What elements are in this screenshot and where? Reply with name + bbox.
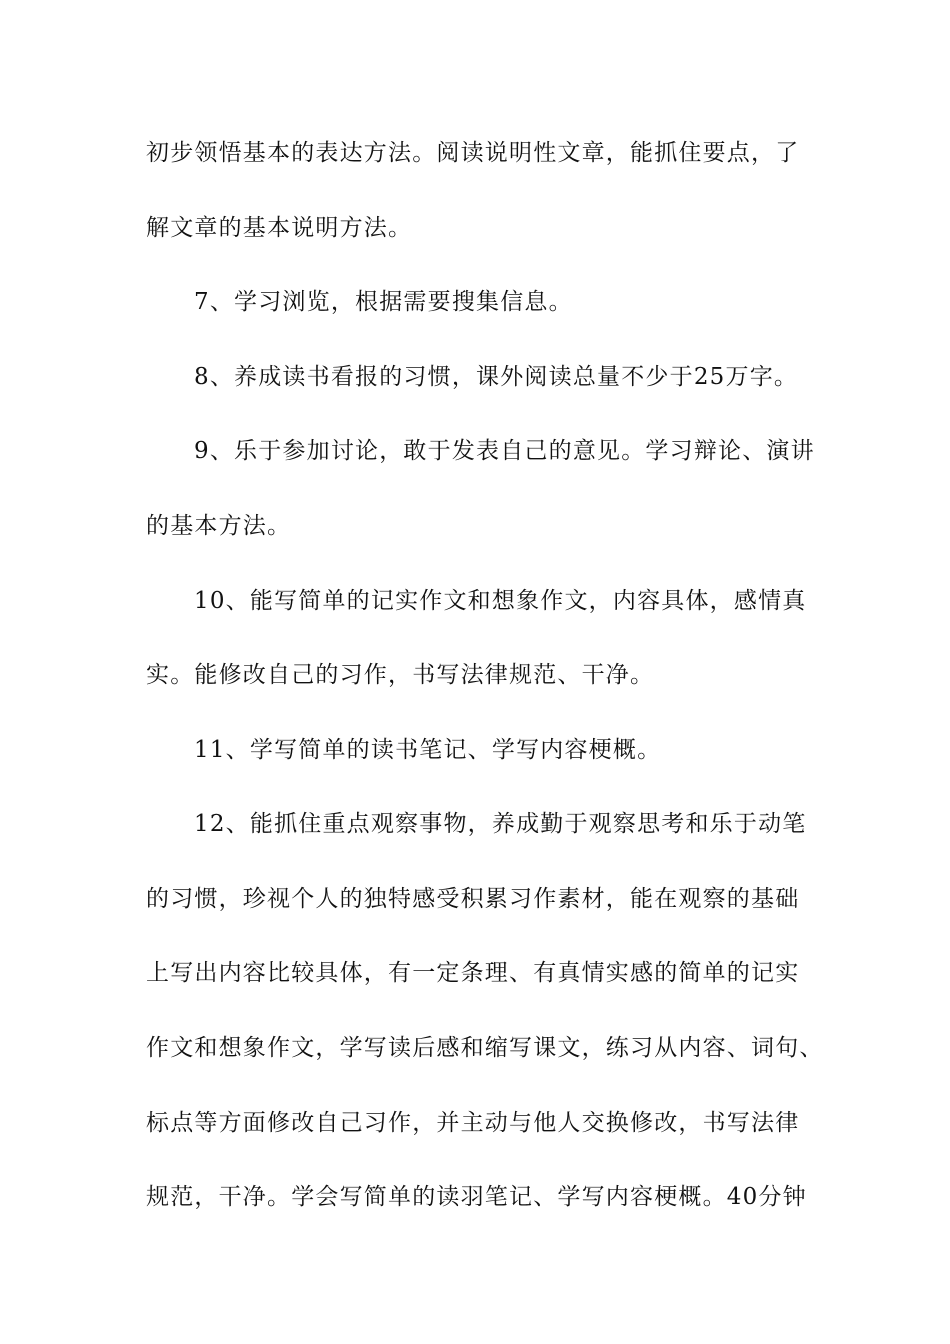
list-item-11: 11、学写简单的读书笔记、学写内容梗概。 — [194, 737, 662, 763]
text-line: 上写出内容比较具体，有一定条理、有真情实感的简单的记实 — [146, 960, 800, 986]
list-item-8: 8、养成读书看报的习惯，课外阅读总量不少于25万字。 — [194, 364, 799, 390]
text-line: 的基本方法。 — [146, 513, 292, 539]
list-item-12: 12、能抓住重点观察事物，养成勤于观察思考和乐于动笔 — [194, 811, 807, 837]
text-line: 解文章的基本说明方法。 — [146, 215, 413, 241]
list-item-9: 9、乐于参加讨论，敢于发表自己的意见。学习辩论、演讲 — [194, 438, 815, 464]
text-line: 的习惯，珍视个人的独特感受积累习作素材，能在观察的基础 — [146, 886, 800, 912]
text-line: 规范，干净。学会写简单的读羽笔记、学写内容梗概。40分钟 — [146, 1184, 807, 1210]
list-item-7: 7、学习浏览，根据需要搜集信息。 — [194, 289, 573, 315]
text-line: 作文和想象作文，学写读后感和缩写课文，练习从内容、词句、 — [146, 1035, 824, 1061]
list-item-10: 10、能写简单的记实作文和想象作文，内容具体，感情真 — [194, 588, 807, 614]
text-line: 初步领悟基本的表达方法。阅读说明性文章，能抓住要点，了 — [146, 140, 800, 166]
text-line: 标点等方面修改自己习作，并主动与他人交换修改，书写法律 — [146, 1110, 800, 1136]
text-line: 实。能修改自己的习作，书写法律规范、干净。 — [146, 662, 655, 688]
